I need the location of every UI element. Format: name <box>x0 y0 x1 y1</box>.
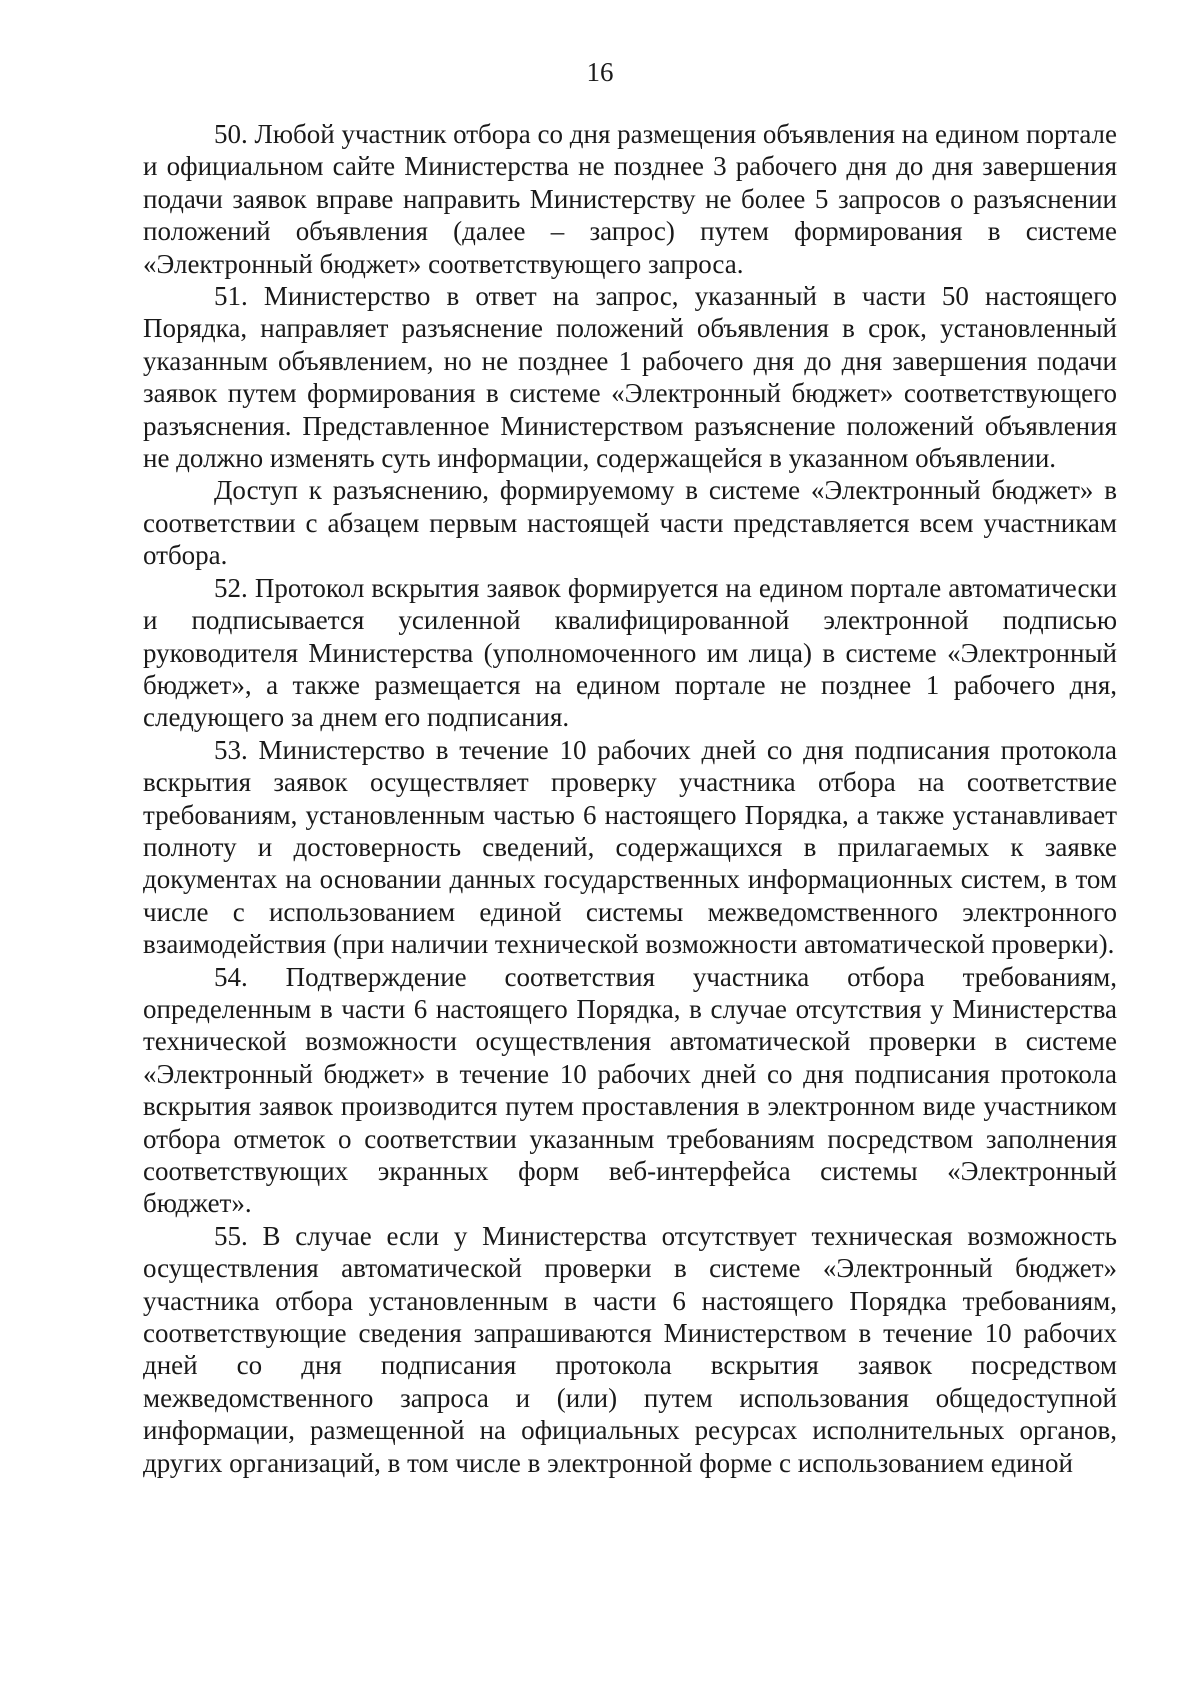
paragraph-51-access: Доступ к разъяснению, формируемому в системе «Электронный бюджет» в соответствии с абзацем первым настоящей части представляется всем участникам отбора. <box>143 475 1117 571</box>
document-body <box>143 118 1117 1479</box>
paragraph-51: 51. Министерство в ответ на запрос, указанный в части 50 настоящего Порядка, направляет разъяснение положений объявления в срок, установленный указанным объявлением, но не позднее 1 рабочего дня до дня завершения подачи заявок путем формирования в системе «Электронный бюджет» соответствующего разъяснения. Представленное Министерством разъяснение положений объявления не должно изменять суть информации, содержащейся в указанном объявлении. <box>143 281 1117 474</box>
paragraph-50: 50. Любой участник отбора со дня размещения объявления на едином портале и официальном сайте Министерства не позднее 3 рабочего дня до дня завершения подачи заявок вправе направить Министерству не более 5 запросов о разъяснении положений объявления (далее – запрос) путем формирования в системе «Электронный бюджет» соответствующего запроса. <box>143 119 1117 279</box>
paragraph-52: 52. Протокол вскрытия заявок формируется на едином портале автоматически и подписывается усиленной квалифицированной электронной подписью руководителя Министерства (уполномоченного им лица) в системе «Электронный бюджет», а также размещается на едином портале не позднее 1 рабочего дня, следующего за днем его подписания. <box>143 572 1117 733</box>
paragraph-54: 54. Подтверждение соответствия участника отбора требованиям, определенным в части 6 настоящего Порядка, в случае отсутствия у Министерства технической возможности осуществления автоматической проверки в системе «Электронный бюджет» в течение 10 рабочих дней со дня подписания протокола вскрытия заявок производится путем проставления в электронном виде участником отбора отметок о соответствии указанным требованиям посредством заполнения соответствующих экранных форм веб-интерфейса системы «Электронный бюджет». <box>143 961 1117 1219</box>
paragraph-55: 55. В случае если у Министерства отсутствует техническая возможность осуществления автоматической проверки в системе «Электронный бюджет» участника отбора установленным в части 6 настоящего Порядка требованиям, соответствующие сведения запрашиваются Министерством в течение 10 рабочих дней со дня подписания протокола вскрытия заявок посредством межведомственного запроса и (или) путем использования общедоступной информации, размещенной на официальных ресурсах исполнительных органов, других организаций, в том числе в электронной форме с использованием единой <box>143 1220 1117 1478</box>
paragraph-53: 53. Министерство в течение 10 рабочих дней со дня подписания протокола вскрытия заявок осуществляет проверку участника отбора на соответствие требованиям, установленным частью 6 настоящего Порядка, а также устанавливает полноту и достоверность сведений, содержащихся в прилагаемых к заявке документах на основании данных государственных информационных систем, в том числе с использованием единой системы межведомственного электронного взаимодействия (при наличии технической возможности автоматической проверки). <box>143 734 1117 960</box>
page-number: 16 <box>586 57 614 87</box>
